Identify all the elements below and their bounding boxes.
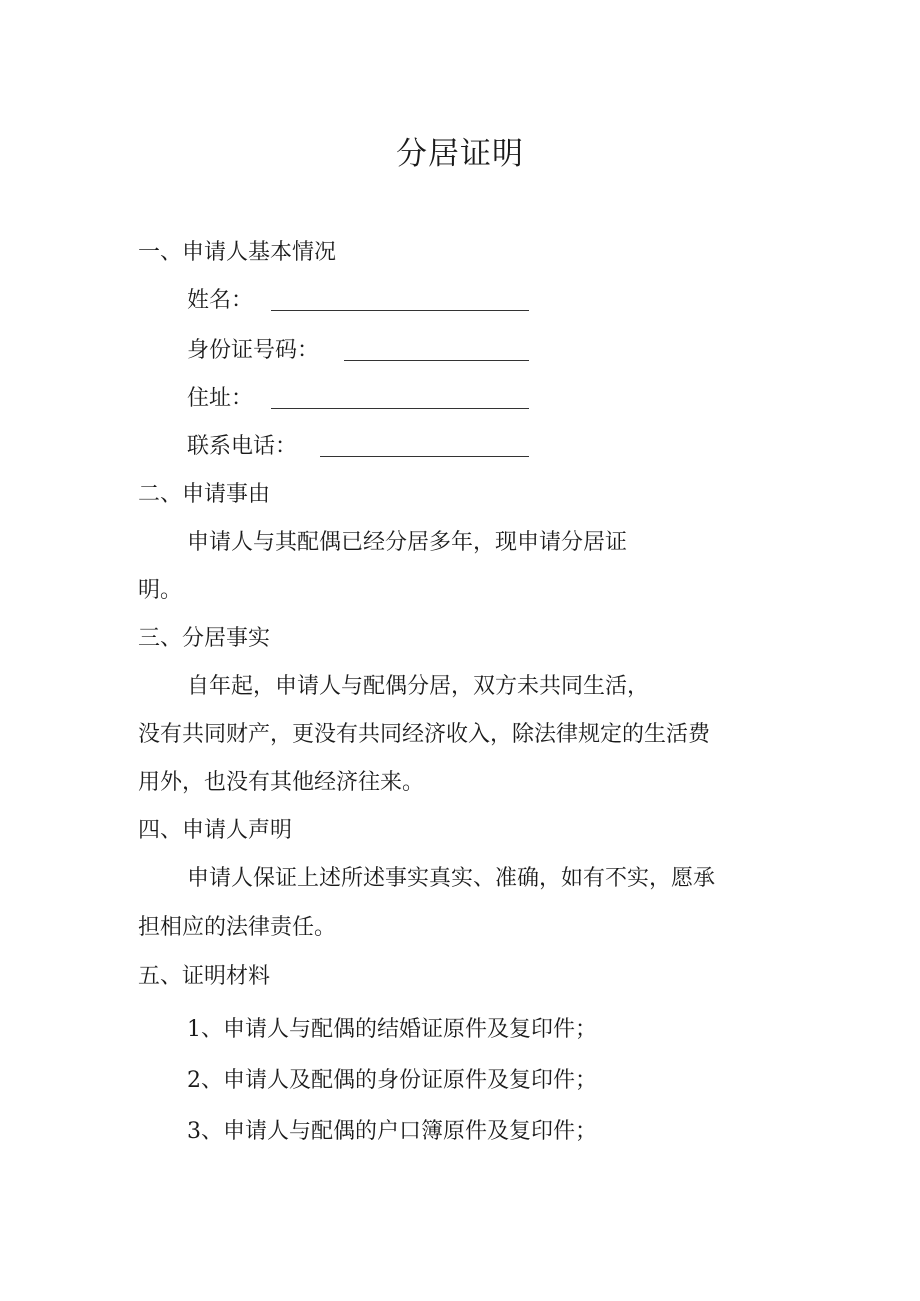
field-idnumber-row [187, 336, 532, 366]
field-address-label: 住址： [187, 386, 254, 411]
section4-heading: 四、申请人声明 [138, 818, 293, 843]
field-idnumber-blank[interactable] [344, 360, 529, 361]
field-address-row [187, 384, 532, 414]
section2-paragraph-line: 申请人与其配偶已经分居多年，现申请分居证 [187, 530, 628, 555]
document-title: 分居证明 [396, 136, 524, 172]
section2-heading: 二、申请事由 [138, 482, 271, 507]
field-idnumber-label: 身份证号码： [187, 338, 320, 363]
field-address-blank[interactable] [271, 408, 529, 409]
field-phone-row [187, 432, 532, 462]
section3-paragraph-line: 自年起，申请人与配偶分居，双方未共同生活， [187, 674, 650, 699]
section3-heading: 三、分居事实 [138, 626, 271, 651]
section5-list-item: 1、申请人与配偶的结婚证原件及复印件； [187, 1017, 597, 1042]
section4-paragraph-line: 担相应的法律责任。 [138, 915, 337, 940]
field-phone-blank[interactable] [320, 456, 529, 457]
field-name-blank[interactable] [271, 310, 529, 311]
field-phone-label: 联系电话： [187, 434, 298, 459]
section5-heading: 五、证明材料 [138, 964, 271, 989]
section1-heading: 一、申请人基本情况 [138, 240, 337, 265]
section2-paragraph-line: 明。 [138, 578, 183, 603]
section5-list-item: 3、申请人与配偶的户口簿原件及复印件； [187, 1119, 597, 1144]
field-name-label: 姓名： [187, 288, 254, 313]
section5-list-item: 2、申请人及配偶的身份证原件及复印件； [187, 1068, 597, 1093]
section4-paragraph-line: 申请人保证上述所述事实真实、准确，如有不实，愿承 [187, 866, 716, 891]
section3-paragraph-line: 没有共同财产，更没有共同经济收入，除法律规定的生活费 [138, 722, 711, 747]
field-name-row [187, 286, 532, 316]
section3-paragraph-line: 用外，也没有其他经济往来。 [138, 770, 425, 795]
